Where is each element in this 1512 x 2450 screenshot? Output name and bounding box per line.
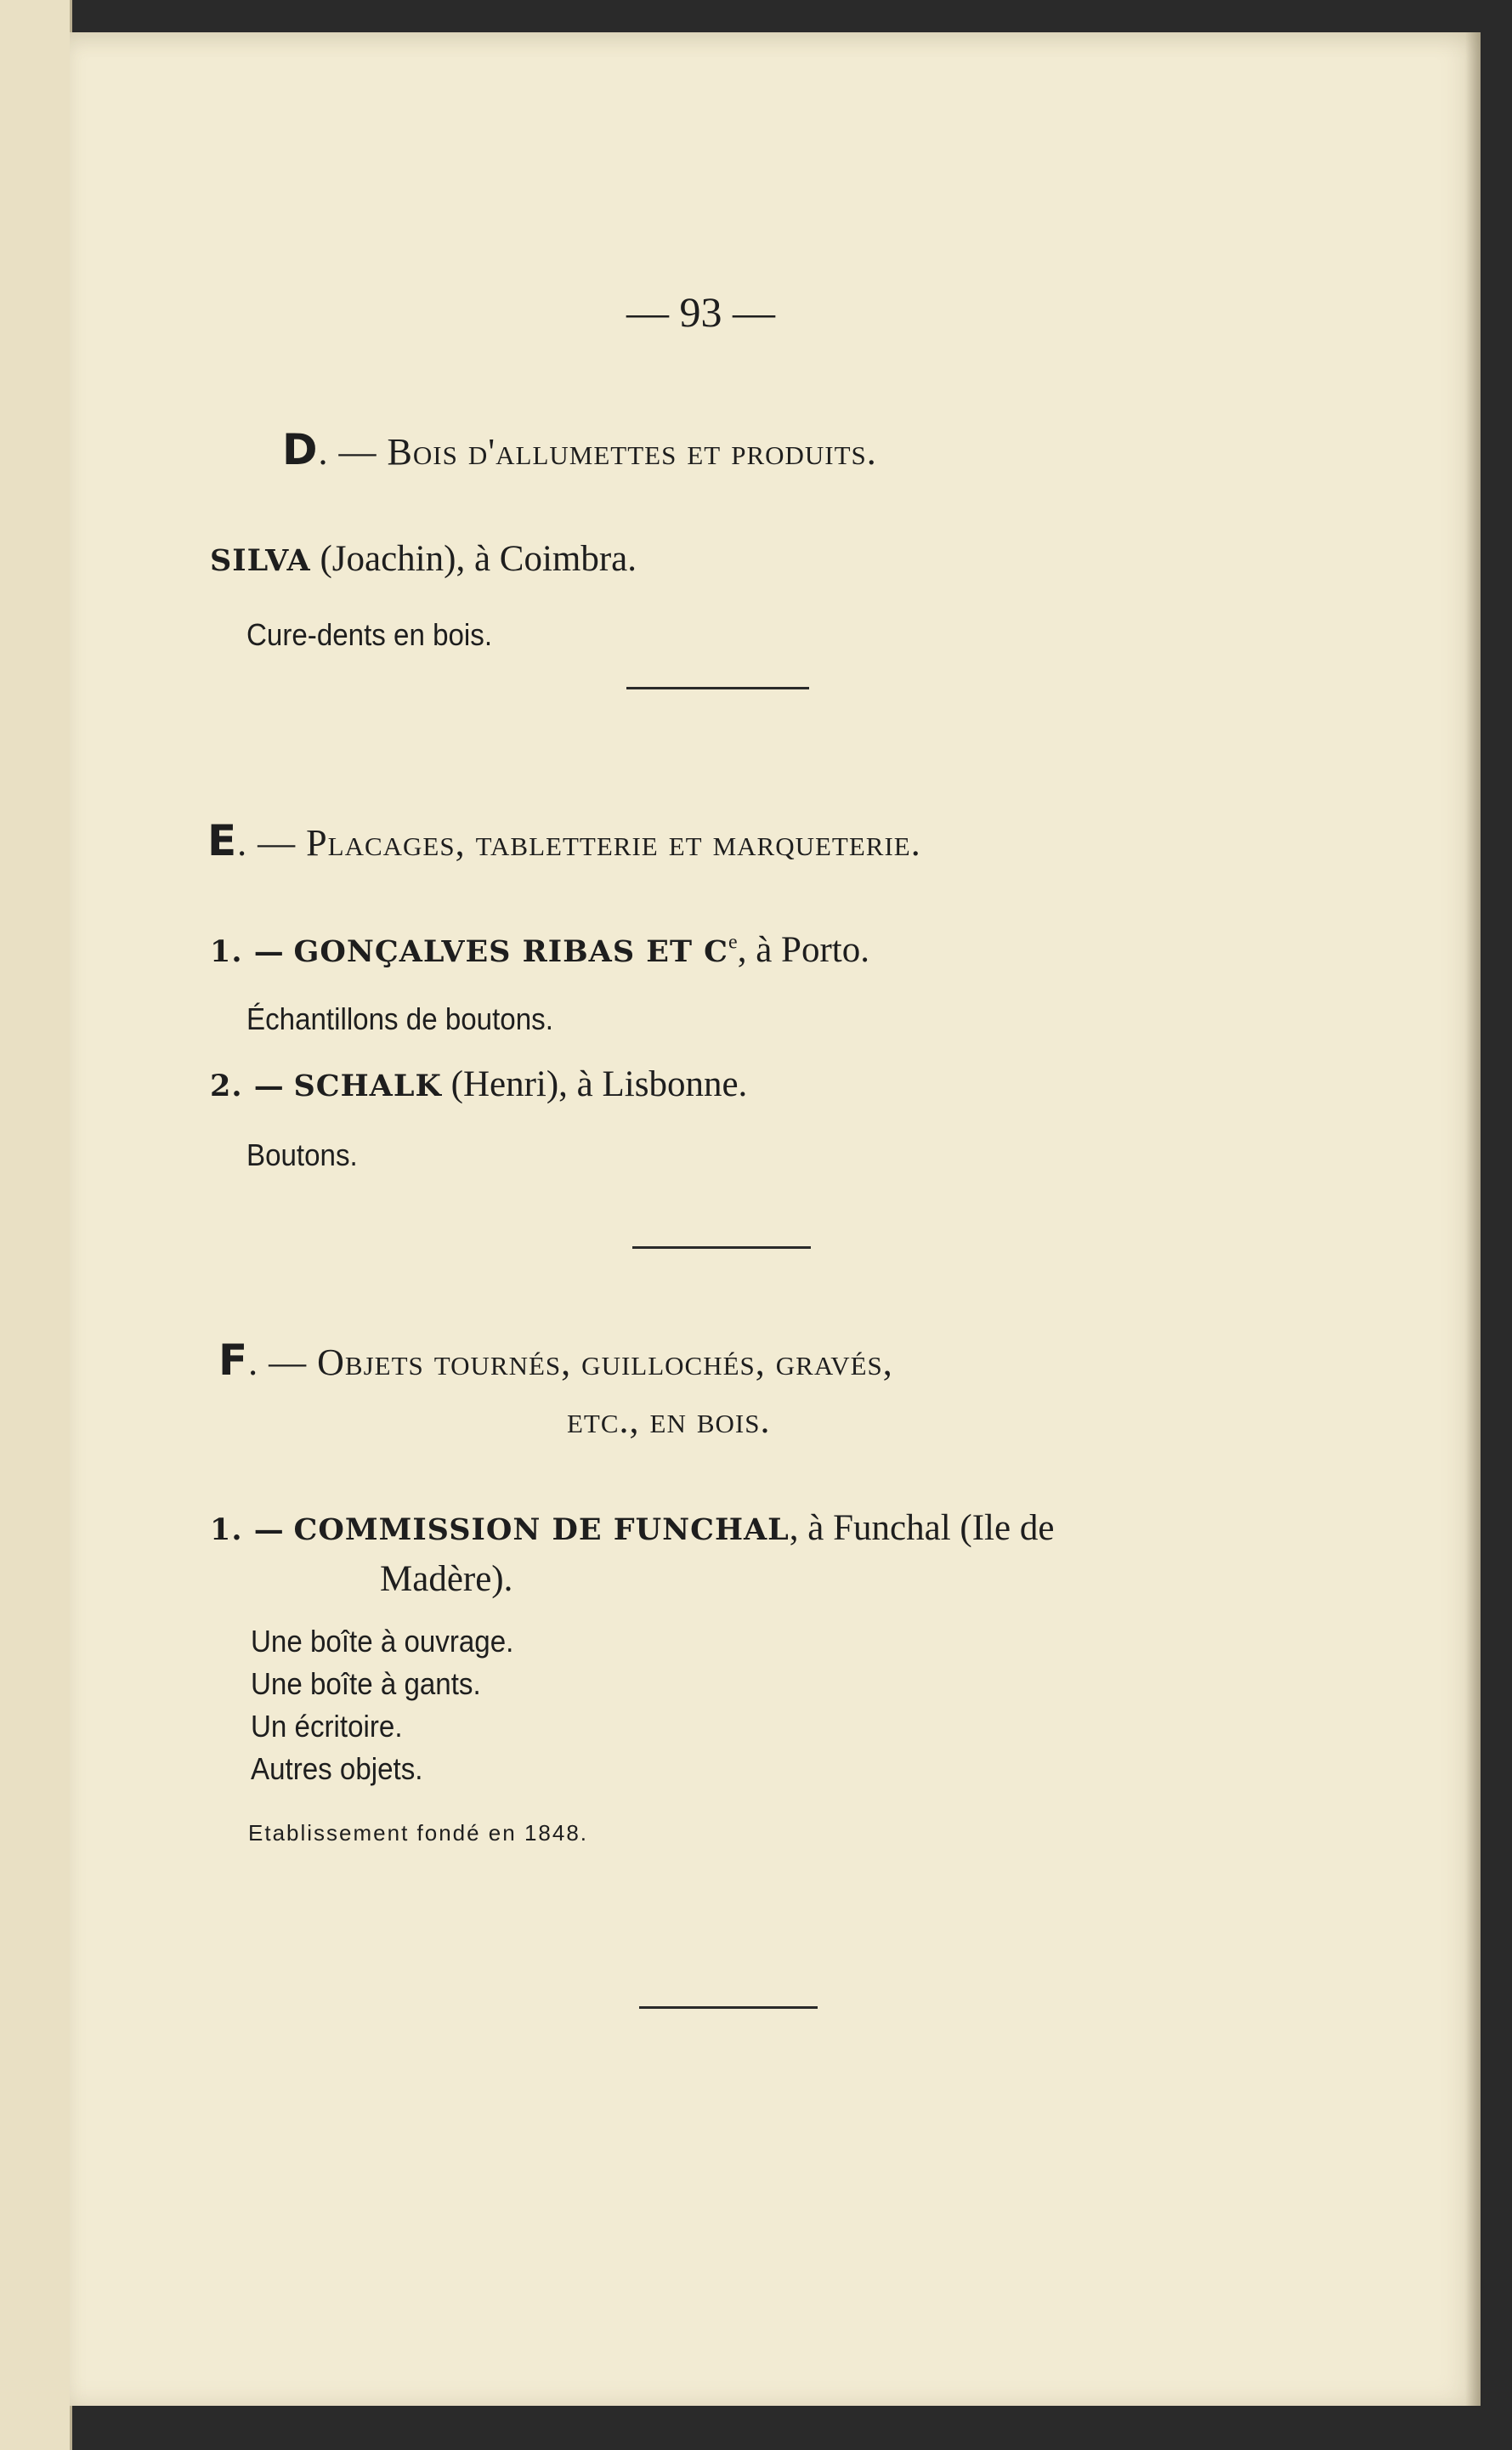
e-entry-2-number: 2. —	[210, 1069, 285, 1103]
f-entry-note: Etablissement fondé en 1848.	[248, 1820, 589, 1846]
f-entry-location-cont: Madère).	[380, 1559, 513, 1599]
book-spine	[0, 0, 72, 2450]
section-e-heading	[207, 816, 921, 865]
e-entry-1	[210, 929, 869, 971]
e-entry-2	[210, 1063, 747, 1105]
page-number: — 93 —	[626, 288, 775, 336]
e-entry-2-name: SCHALK	[293, 1069, 442, 1103]
f-entry	[210, 1507, 1054, 1549]
section-e-letter: E	[207, 816, 238, 865]
section-divider	[639, 2006, 818, 2009]
book-page	[70, 32, 1481, 2406]
section-d-title: . — Bois d'allumettes et produits.	[318, 431, 877, 473]
page-edge-shadow	[1465, 32, 1481, 2406]
f-entry-location: , à Funchal (Ile de	[789, 1508, 1055, 1548]
section-f-title-line1: . — Objets tournés, guillochés, gravés,	[248, 1341, 893, 1383]
f-entry-number: 1. —	[210, 1512, 285, 1547]
f-entry-item: Une boîte à ouvrage.	[251, 1624, 514, 1659]
section-d-letter: D	[282, 425, 319, 474]
f-entry-item: Une boîte à gants.	[251, 1666, 481, 1701]
f-entry-item: Autres objets.	[251, 1751, 423, 1786]
e-entry-2-description: Boutons.	[246, 1137, 358, 1172]
section-f-heading	[218, 1336, 893, 1385]
f-entry-name: COMMISSION DE FUNCHAL	[293, 1512, 790, 1547]
section-divider	[626, 687, 809, 689]
e-entry-1-description: Échantillons de boutons.	[246, 1001, 553, 1036]
section-divider	[632, 1246, 811, 1249]
section-e-title: . — Placages, tabletterie et marqueterie.	[237, 822, 921, 864]
e-entry-1-superscript: e	[728, 931, 738, 954]
d-entry	[210, 538, 637, 580]
d-entry-location: (Joachin), à Coimbra.	[310, 539, 637, 579]
e-entry-1-location: , à Porto.	[737, 930, 869, 970]
e-entry-2-location: (Henri), à Lisbonne.	[441, 1064, 748, 1104]
section-d-heading	[282, 425, 877, 474]
e-entry-1-number: 1. —	[210, 934, 285, 969]
f-entry-item: Un écritoire.	[251, 1709, 403, 1744]
e-entry-1-name: GONÇALVES RIBAS ET C	[293, 934, 729, 969]
section-f-title-line2: etc., en bois.	[567, 1399, 771, 1441]
d-entry-name: SILVA	[210, 543, 311, 578]
d-entry-description: Cure-dents en bois.	[246, 617, 493, 652]
section-f-letter: F	[218, 1336, 249, 1385]
